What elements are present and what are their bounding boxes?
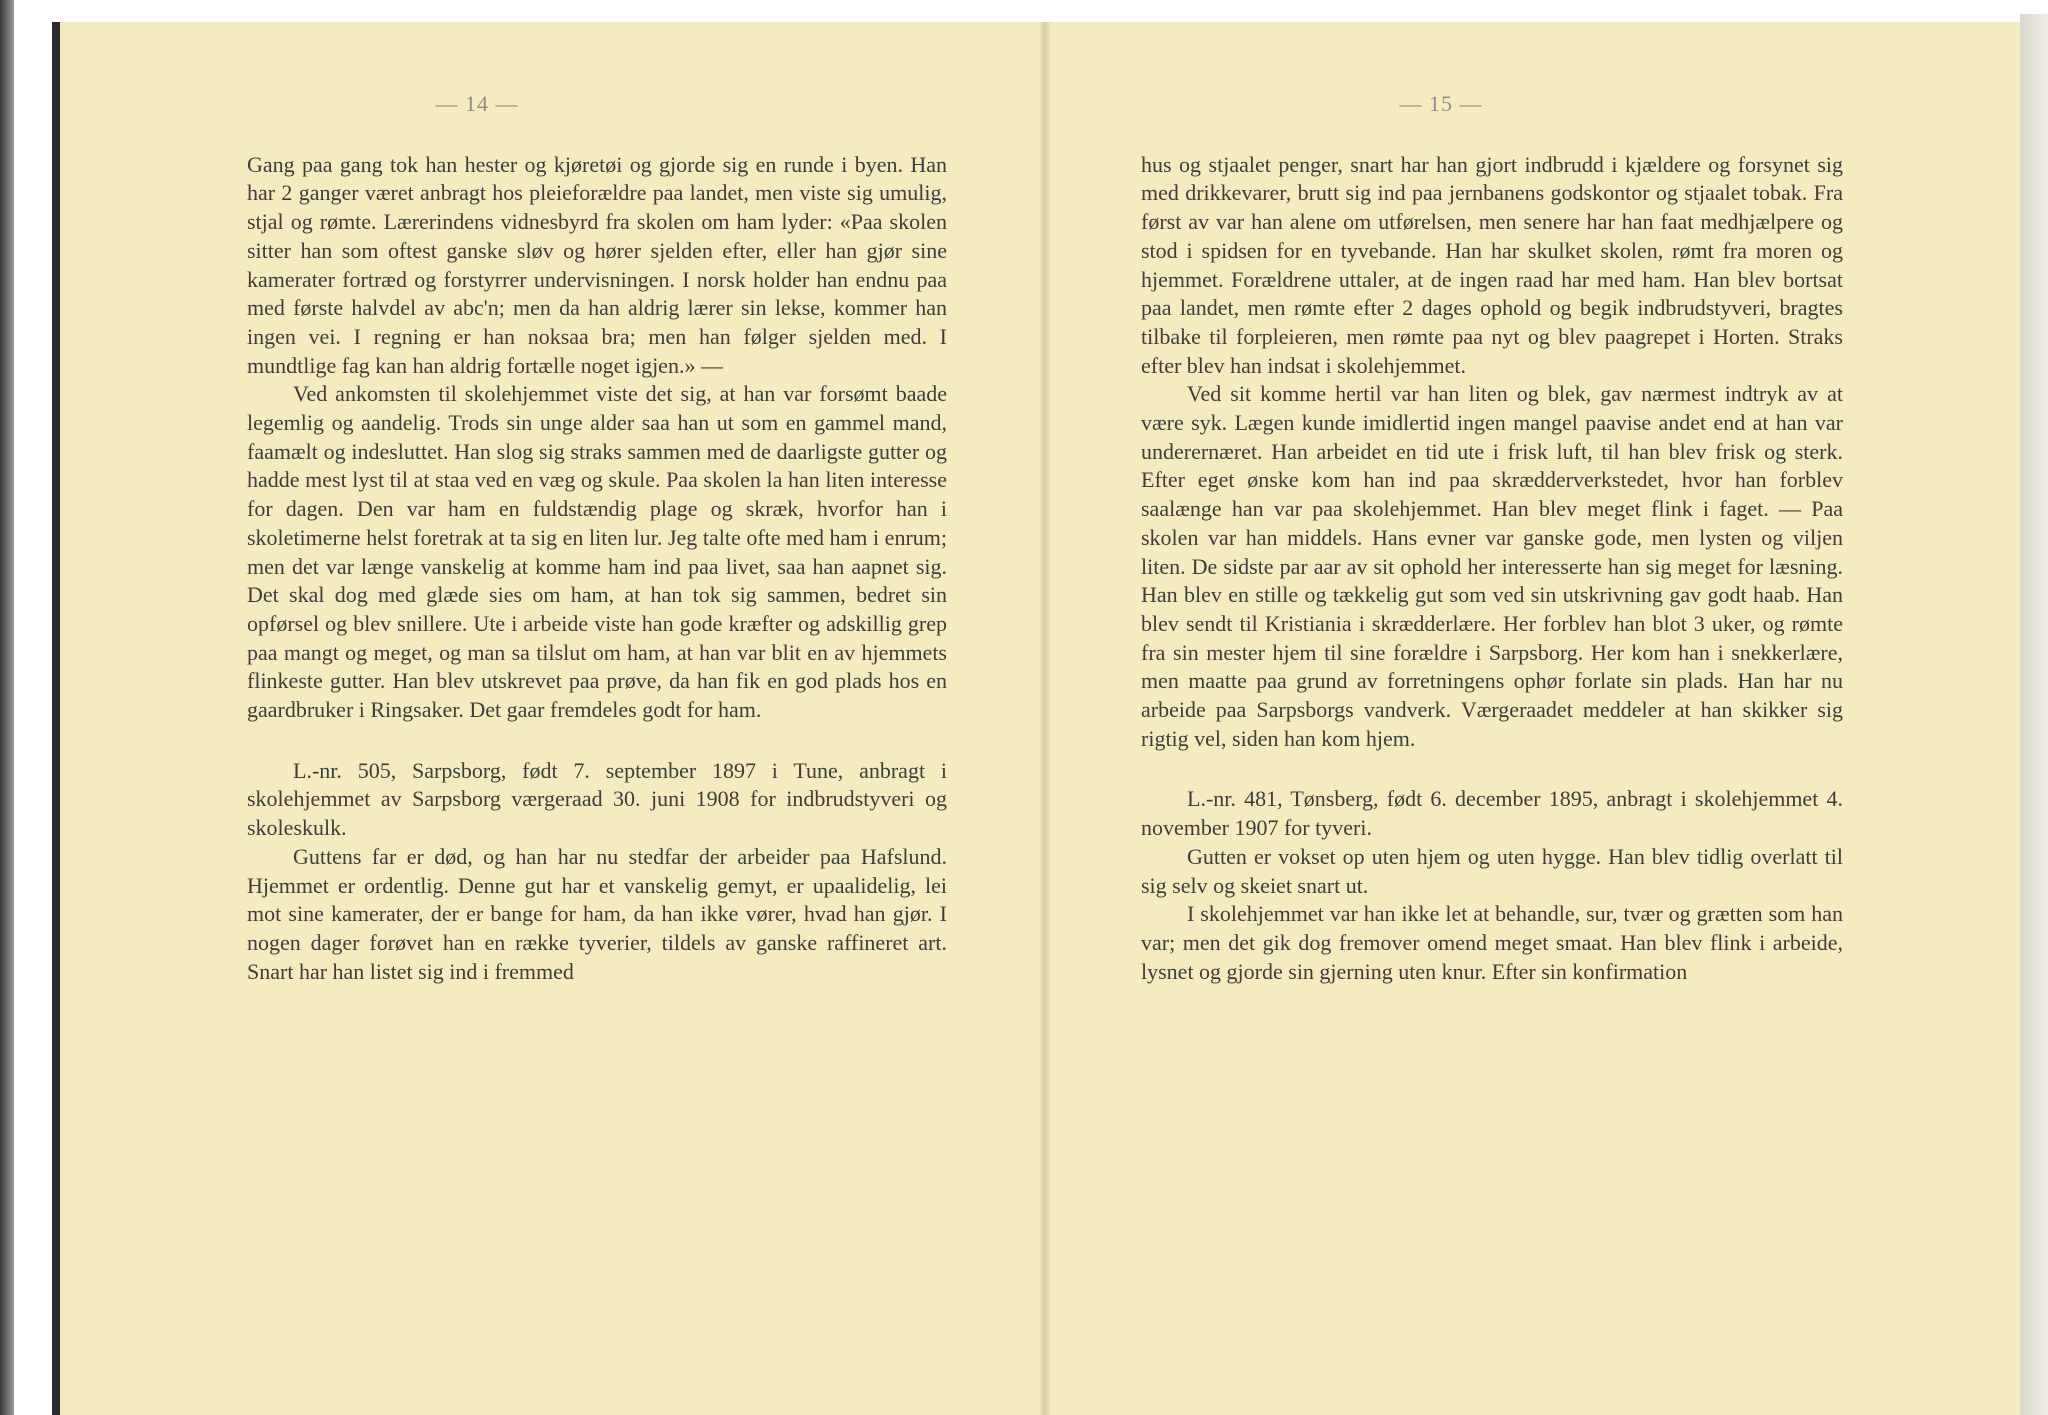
paragraph: I skolehjemmet var han ikke let at behandle, sur, tvær og grætten som han var; men det gik dog fremover omend meget smaat. Han blev flink i arbeide, lysnet og gjorde sin gjerning uten knur. Efter sin konfirmation — [1141, 901, 1843, 984]
paragraph: Gutten er vokset op uten hjem og uten hygge. Han blev tidlig overlatt til sig selv og skeiet snart ut. — [1141, 843, 1843, 898]
book-gutter — [1040, 22, 1050, 1415]
page-number: — 15 — — [1399, 91, 1483, 116]
page-edge — [2020, 14, 2048, 1415]
case-heading: L.-nr. 481, Tønsberg, født 6. december 1895, anbragt i skolehjemmet 4. november 1907 for tyveri. — [1141, 786, 1843, 841]
case-heading: L.-nr. 505, Sarpsborg, født 7. september 1897 i Tune, anbragt i skolehjemmet av Sarpsborg værgeraad 30. juni 1908 for indbrudstyveri og skoleskulk. — [247, 757, 947, 841]
paragraph: hus og stjaalet penger, snart har han gjort indbrudd i kjældere og forsynet sig med drikkevarer, brutt sig ind paa jernbanens godskontor og stjaalet tobak. Fra først av var han alene om utførelsen, men senere har han faat medhjælpere og stod i spidsen for en tyvebande. Han har skulket skolen, rømt fra moren og hjemmet. Forældrene uttaler, at de ingen raad har med ham. Han blev bortsat paa landet, men rømte efter 2 dages ophold og begik indbrudstyveri, bragtes tilbake til forpleieren, men rømte paa nyt og blev paagrepet i Horten. Straks efter blev han indsat i skolehjemmet. — [1141, 151, 1843, 378]
page-number: — 14 — — [435, 91, 519, 116]
paragraph: Ved sit komme hertil var han liten og blek, gav nærmest indtryk av at være syk. Lægen kunde imidlertid ingen mangel paavise andet end at han var underernæret. Han arbeidet en tid ute i frisk luft, til han blev frisk og sterk. Efter eget ønske kom han ind paa skrædderverkstedet, hvor han forblev saalænge han var paa skolehjemmet. Han blev meget flink i faget. — Paa skolen var han middels. Hans evner var ganske gode, men lysten og viljen liten. De sidste par aar av sit ophold her interesserte han sig meget for læsning. Han blev en stille og tækkelig gut som ved sin utskrivning gav godt haab. Han blev sendt til Kristiania i skrædderlære. Her forblev han blot 3 uker, og rømte fra sin mester hjem til sine forældre i Sarpsborg. Her kom han i snekkerlære, men maatte paa grund av forretningens ophør forlate sin plads. Han har nu arbeide paa Sarpsborgs vandverk. Værgeraadet meddeler at han skikker sig rigtig vel, siden han kom hjem. — [1141, 381, 1843, 751]
scanner-edge-shadow — [0, 0, 14, 1415]
paragraph: Guttens far er død, og han har nu stedfar der arbeider paa Hafslund. Hjemmet er ordentlig. Denne gut har et vanskelig gemyt, er upaalidelig, lei mot sine kamerater, der er bange for ham, da han ikke vører, hvad han gjør. I nogen dager forøvet han en række tyverier, tildels av ganske raffineret art. Snart har han listet sig ind i fremmed — [247, 843, 947, 984]
paragraph: Ved ankomsten til skolehjemmet viste det sig, at han var forsømt baade legemlig og aandelig. Trods sin unge alder saa han ut som en gammel mand, faamælt og indesluttet. Han slog sig straks sammen med de daarligste gutter og hadde mest lyst til at staa ved en væg og skule. Paa skolen la han liten interesse for dagen. Den var ham en fuldstændig plage og skræk, hvorfor han i skoletimerne helst foretrak at ta sig en liten lur. Jeg talte ofte med ham i enrum; men det var længe vanskelig at komme ham ind paa livet, saa han aapnet sig. Det skal dog med glæde sies om ham, at han tok sig sammen, bedret sin opførsel og blev snillere. Ute i arbeide viste han gode kræfter og adskillig grep paa mangt og meget, og man sa tilslut om ham, at han var blit en av hjemmets flinkeste gutter. Han blev utskrevet paa prøve, da han fik en god plads hos en gaardbruker i Ringsaker. Det gaar fremdeles godt for ham. — [247, 381, 947, 723]
left-page — [247, 90, 947, 986]
right-page — [1141, 90, 1843, 986]
paragraph: Gang paa gang tok han hester og kjøretøi og gjorde sig en runde i byen. Han har 2 ganger været anbragt hos pleieforældre paa landet, men viste sig umulig, stjal og rømte. Lærerindens vidnesbyrd fra skolen om ham lyder: «Paa skolen sitter han som oftest ganske sløv og hører sjelden efter, eller han gjør sine kamerater fortræd og forstyrrer undervisningen. I norsk holder han endnu paa med første halvdel av abc'n; men da han aldrig lærer sin lekse, kommer han ingen vei. I regning er han noksaa bra; men han følger sjelden med. I mundtlige fag kan han aldrig fortælle noget igjen.» — — [247, 151, 947, 378]
